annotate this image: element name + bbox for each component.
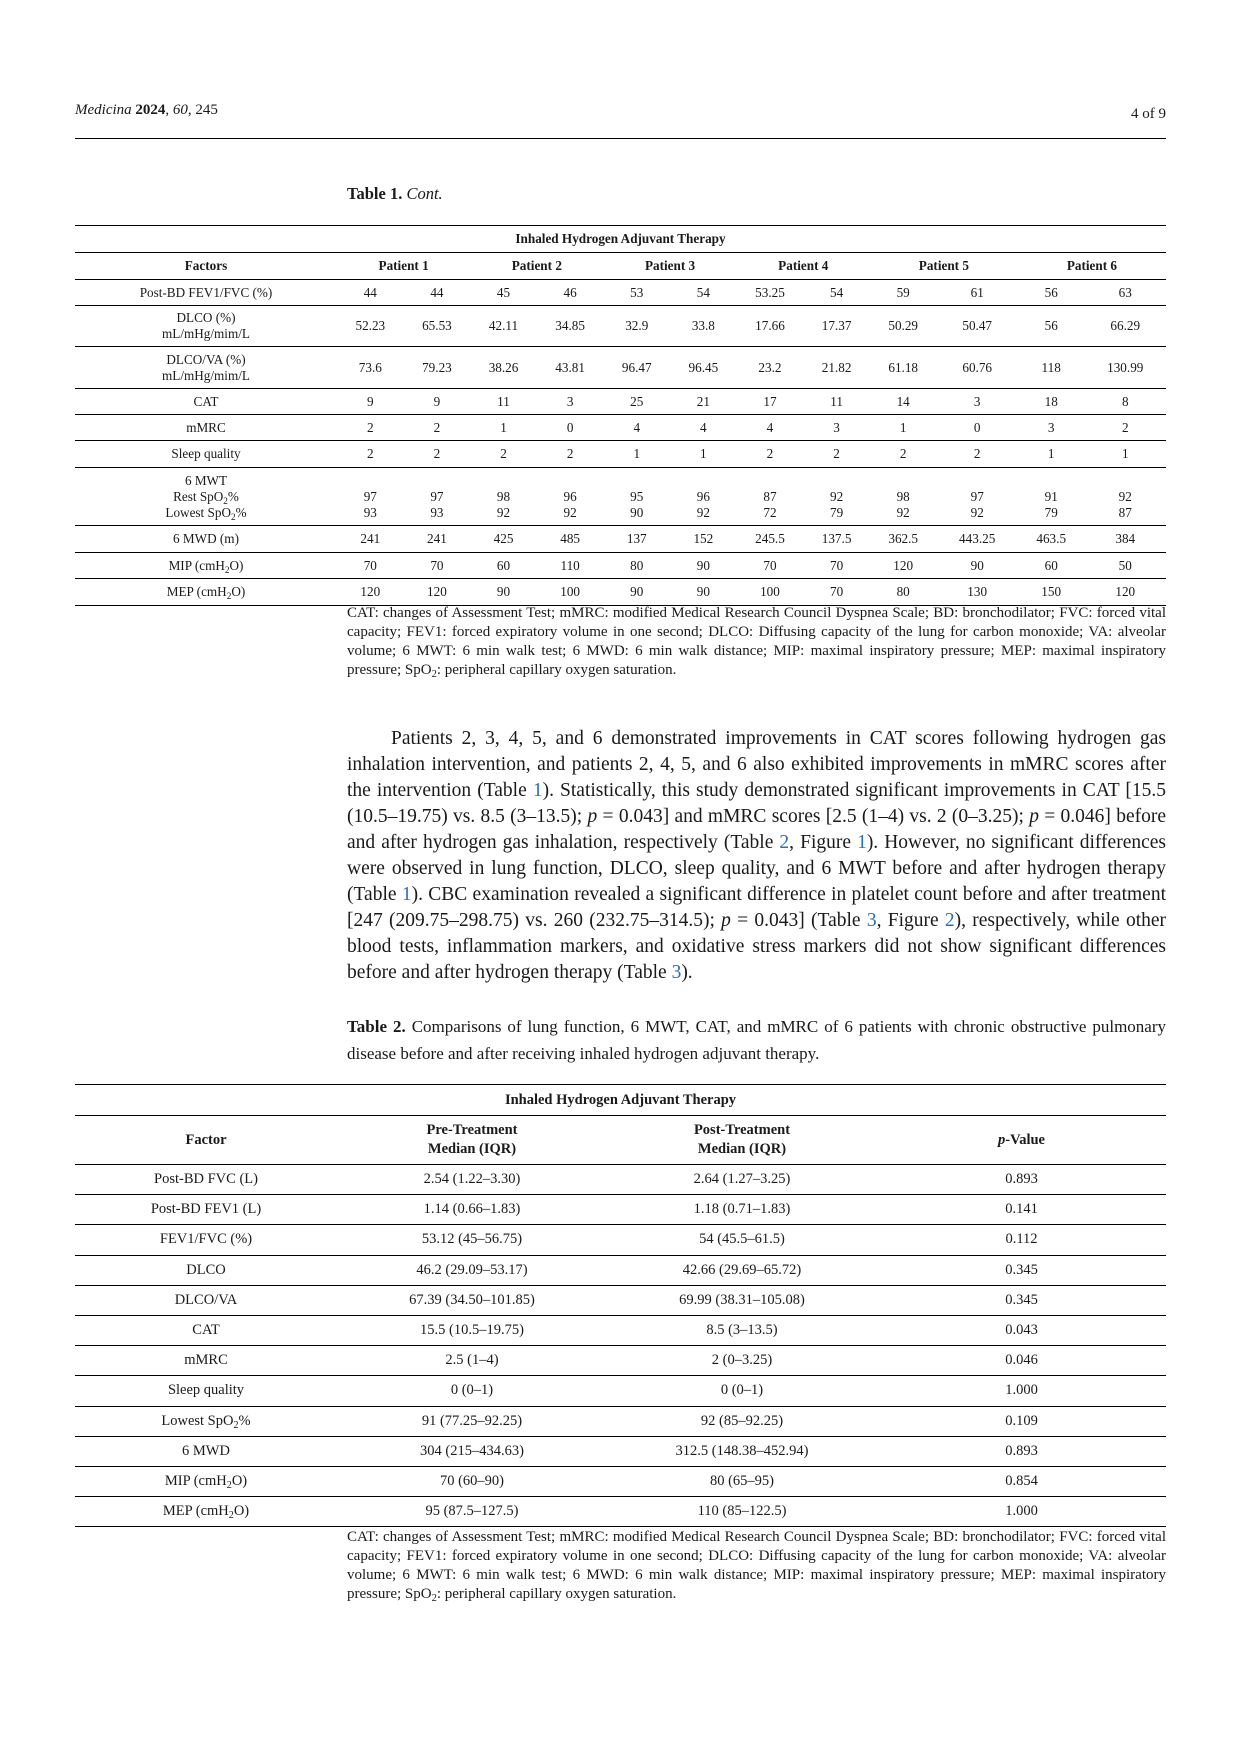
table1-cell: 46 <box>537 280 604 306</box>
table2-row <box>75 1376 1166 1406</box>
table1-cell: 150 <box>1018 579 1085 606</box>
table2-pvalue-header: p-Value <box>877 1116 1166 1165</box>
table1-cell: 17.66 <box>737 306 804 347</box>
table2-pre-cell: 46.2 (29.09–53.17) <box>337 1255 607 1285</box>
article-number: 245 <box>195 102 218 118</box>
table1-cell: 70 <box>737 553 804 579</box>
table1-cell: 53 <box>603 280 670 306</box>
table2-factor-cell: DLCO/VA <box>75 1285 337 1315</box>
table1-cell: 44 <box>337 280 404 306</box>
patient-1-header: Patient 1 <box>337 253 470 280</box>
table2-factor-cell: MIP (cmH$_2$O) <box>75 1466 337 1496</box>
table1-cell: 1 <box>1018 441 1085 468</box>
table2-pre-cell: 53.12 (45–56.75) <box>337 1225 607 1255</box>
journal-volume: 60 <box>172 102 188 118</box>
table1-cell: 1 <box>670 441 737 468</box>
row-label: Sleep quality <box>75 441 337 468</box>
table1-cell: 241 <box>337 526 404 553</box>
table-ref-link[interactable]: 3 <box>866 910 877 931</box>
table1-cell: 25 <box>603 389 670 415</box>
table1-cell: 61.18 <box>870 347 937 389</box>
table1-cell: 2 <box>870 441 937 468</box>
table2-caption-label: Table 2. <box>347 1017 406 1036</box>
table2-row <box>75 1406 1166 1436</box>
table1-cell: 2 <box>1085 415 1167 441</box>
table1-cell: 120 <box>870 553 937 579</box>
table1-cell: 2 <box>936 441 1017 468</box>
table2-post-cell: 54 (45.5–61.5) <box>607 1225 877 1255</box>
table1-factors-header: Factors <box>75 253 337 280</box>
row-label: DLCO (%) mL/mHg/mim/L <box>75 306 337 347</box>
table1-cell: 70 <box>404 553 471 579</box>
table2-row <box>75 1285 1166 1315</box>
table2-footnote: CAT: changes of Assessment Test; mMRC: modified Medical Research Council Dyspnea Scale; BD: bronchodilator; FVC: forced vital capacity; FEV1: forced expiratory volume in one second; DLCO: Diffusing capacity of the lung for carbon monoxide; VA: alveolar volume; 6 MWT: 6 min walk test; 6 MWD: 6 min walk distance; MIP: maximal inspiratory pressure; MEP: maximal inspiratory pressure; SpO$_2$: peripheral capillary oxygen saturation. <box>347 1529 1166 1604</box>
table2-post-header: Post-Treatment Median (IQR) <box>607 1116 877 1165</box>
table1-cell: 152 <box>670 526 737 553</box>
table2-pvalue-cell: 0.112 <box>877 1225 1166 1255</box>
table1-cell: 241 <box>404 526 471 553</box>
table1-cell: 90 <box>470 579 537 606</box>
table1-cell: 90 <box>936 553 1017 579</box>
row-label: MEP (cmH$_2$O) <box>75 579 337 606</box>
table2-pvalue-cell: 0.141 <box>877 1195 1166 1225</box>
table1-cell: 65.53 <box>404 306 471 347</box>
row-label: 6 MWT Rest SpO$_2$% Lowest SpO$_2$% <box>75 468 337 526</box>
table2-post-cell: 80 (65–95) <box>607 1466 877 1496</box>
table2-pvalue-cell: 1.000 <box>877 1497 1166 1527</box>
table2-pvalue-cell: 0.893 <box>877 1165 1166 1195</box>
journal-name: Medicina <box>75 102 132 118</box>
table1-cell: 70 <box>803 579 870 606</box>
table2-pre-header: Pre-Treatment Median (IQR) <box>337 1116 607 1165</box>
table1-cell: 42.11 <box>470 306 537 347</box>
table2-pre-cell: 67.39 (34.50–101.85) <box>337 1285 607 1315</box>
table1-cell: 3 <box>537 389 604 415</box>
table1-cell: 61 <box>936 280 1017 306</box>
table2-pvalue-cell: 0.345 <box>877 1285 1166 1315</box>
row-label: Post-BD FEV1/FVC (%) <box>75 280 337 306</box>
table1-cell: 2 <box>404 415 471 441</box>
row-label: DLCO/VA (%) mL/mHg/mim/L <box>75 347 337 389</box>
table2-row <box>75 1497 1166 1527</box>
table2-pvalue-cell: 1.000 <box>877 1376 1166 1406</box>
table2-factor-cell: DLCO <box>75 1255 337 1285</box>
header-rule <box>75 138 1166 139</box>
table2-pre-cell: 2.5 (1–4) <box>337 1346 607 1376</box>
table1-cell: 120 <box>337 579 404 606</box>
table1-cell: 1 <box>603 441 670 468</box>
page-number: 4 of 9 <box>1131 106 1166 122</box>
table2-caption: Table 2. Comparisons of lung function, 6 MWT, CAT, and mMRC of 6 patients with chronic obstructive pulmonary disease before and after receiving inhaled hydrogen adjuvant therapy. <box>347 1017 1166 1063</box>
table1-cell: 96.47 <box>603 347 670 389</box>
patient-4-header: Patient 4 <box>737 253 870 280</box>
table2-post-cell: 1.18 (0.71–1.83) <box>607 1195 877 1225</box>
table1-title: Inhaled Hydrogen Adjuvant Therapy <box>75 226 1166 253</box>
table1-cell: 33.8 <box>670 306 737 347</box>
journal-year: 2024 <box>135 102 166 118</box>
table1-cell: 96 92 <box>537 468 604 526</box>
table1-cell: 245.5 <box>737 526 804 553</box>
table1-cell: 21.82 <box>803 347 870 389</box>
table-ref-link[interactable]: 3 <box>671 962 682 983</box>
table1-cell: 2 <box>337 415 404 441</box>
table1-cell: 52.23 <box>337 306 404 347</box>
table1-cell: 54 <box>670 280 737 306</box>
table1-row-cat <box>75 389 1166 415</box>
table1-header-row <box>75 253 1166 280</box>
table1-cell: 70 <box>337 553 404 579</box>
table1-cell: 54 <box>803 280 870 306</box>
table1-cell: 2 <box>803 441 870 468</box>
running-header: Medicina 2024, 60, 245 <box>75 102 218 118</box>
table1-cell: 60 <box>1018 553 1085 579</box>
figure-ref-link[interactable]: 2 <box>944 910 955 931</box>
table1-cell: 90 <box>670 553 737 579</box>
table2-row <box>75 1436 1166 1466</box>
row-label: 6 MWD (m) <box>75 526 337 553</box>
table1-cell: 18 <box>1018 389 1085 415</box>
table1-cell: 38.26 <box>470 347 537 389</box>
table1-cell: 98 92 <box>470 468 537 526</box>
table1-cell: 91 79 <box>1018 468 1085 526</box>
table1-cell: 4 <box>670 415 737 441</box>
table1-cell: 73.6 <box>337 347 404 389</box>
table1-cell: 59 <box>870 280 937 306</box>
table2-post-cell: 0 (0–1) <box>607 1376 877 1406</box>
table1-cell: 1 <box>870 415 937 441</box>
patient-2-header: Patient 2 <box>470 253 603 280</box>
table2-pre-cell: 0 (0–1) <box>337 1376 607 1406</box>
table2-pre-cell: 15.5 (10.5–19.75) <box>337 1315 607 1345</box>
table2-pre-cell: 2.54 (1.22–3.30) <box>337 1165 607 1195</box>
table1-cell: 120 <box>404 579 471 606</box>
table1-row-6mwt <box>75 468 1166 526</box>
table2-pvalue-cell: 0.046 <box>877 1346 1166 1376</box>
table1-cell: 130.99 <box>1085 347 1167 389</box>
table1-cell: 3 <box>1018 415 1085 441</box>
table2-post-cell: 110 (85–122.5) <box>607 1497 877 1527</box>
table1-cell: 43.81 <box>537 347 604 389</box>
table2-pre-cell: 95 (87.5–127.5) <box>337 1497 607 1527</box>
table2-header-row <box>75 1116 1166 1165</box>
table1 <box>75 225 1166 606</box>
table2-pre-cell: 304 (215–434.63) <box>337 1436 607 1466</box>
table1-cell: 120 <box>1085 579 1167 606</box>
table1-cell: 118 <box>1018 347 1085 389</box>
table1-cell: 2 <box>537 441 604 468</box>
table1-caption-cont: Cont. <box>406 184 443 203</box>
table1-cell: 110 <box>537 553 604 579</box>
table1-cell: 50 <box>1085 553 1167 579</box>
table1-cell: 34.85 <box>537 306 604 347</box>
figure-ref-link[interactable]: 1 <box>857 832 867 853</box>
table1-cell: 11 <box>803 389 870 415</box>
table2-row <box>75 1315 1166 1345</box>
table1-cell: 2 <box>337 441 404 468</box>
row-label: CAT <box>75 389 337 415</box>
table1-cell: 63 <box>1085 280 1167 306</box>
table2-factor-cell: Lowest SpO$_2$% <box>75 1406 337 1436</box>
table-ref-link[interactable]: 1 <box>532 780 543 801</box>
table1-cell: 21 <box>670 389 737 415</box>
table1-cell: 96.45 <box>670 347 737 389</box>
table2-factor-cell: Post-BD FEV1 (L) <box>75 1195 337 1225</box>
table1-cell: 9 <box>337 389 404 415</box>
table1-cell: 44 <box>404 280 471 306</box>
table1-cell: 443.25 <box>936 526 1017 553</box>
table1-cell: 463.5 <box>1018 526 1085 553</box>
table2-post-cell: 2 (0–3.25) <box>607 1346 877 1376</box>
table2-post-cell: 92 (85–92.25) <box>607 1406 877 1436</box>
table1-cell: 56 <box>1018 306 1085 347</box>
table2-row <box>75 1225 1166 1255</box>
table1-cell: 100 <box>737 579 804 606</box>
table1-cell: 60 <box>470 553 537 579</box>
table1-cell: 90 <box>603 579 670 606</box>
table2-post-cell: 8.5 (3–13.5) <box>607 1315 877 1345</box>
table1-cell: 92 79 <box>803 468 870 526</box>
table1-row-sleep <box>75 441 1166 468</box>
table1-cell: 17.37 <box>803 306 870 347</box>
table2-pre-cell: 1.14 (0.66–1.83) <box>337 1195 607 1225</box>
table1-cell: 3 <box>803 415 870 441</box>
table2-factor-cell: Post-BD FVC (L) <box>75 1165 337 1195</box>
table1-cell: 17 <box>737 389 804 415</box>
table1-cell: 0 <box>936 415 1017 441</box>
table1-cell: 1 <box>470 415 537 441</box>
table2-pvalue-cell: 0.345 <box>877 1255 1166 1285</box>
table1-cell: 80 <box>870 579 937 606</box>
table1-cell: 50.47 <box>936 306 1017 347</box>
table1-row-fev1fvc <box>75 280 1166 306</box>
table2 <box>75 1084 1166 1527</box>
table1-cell: 98 92 <box>870 468 937 526</box>
table2-post-cell: 2.64 (1.27–3.25) <box>607 1165 877 1195</box>
table2-pvalue-cell: 0.109 <box>877 1406 1166 1436</box>
table1-cell: 11 <box>470 389 537 415</box>
table1-cell: 32.9 <box>603 306 670 347</box>
table2-post-cell: 312.5 (148.38–452.94) <box>607 1436 877 1466</box>
table1-cell: 97 93 <box>404 468 471 526</box>
table1-cell: 0 <box>537 415 604 441</box>
table-ref-link[interactable]: 1 <box>401 884 412 905</box>
table2-pre-cell: 91 (77.25–92.25) <box>337 1406 607 1436</box>
patient-5-header: Patient 5 <box>870 253 1018 280</box>
table1-caption-label: Table 1. <box>347 184 403 203</box>
table1-row-dlcova <box>75 347 1166 389</box>
table2-post-cell: 69.99 (38.31–105.08) <box>607 1285 877 1315</box>
table1-cell: 9 <box>404 389 471 415</box>
table2-row <box>75 1346 1166 1376</box>
table2-row <box>75 1195 1166 1225</box>
row-label: MIP (cmH$_2$O) <box>75 553 337 579</box>
table1-cell: 137 <box>603 526 670 553</box>
table1-row-dlco <box>75 306 1166 347</box>
table1-cell: 2 <box>737 441 804 468</box>
row-label: mMRC <box>75 415 337 441</box>
table1-cell: 79.23 <box>404 347 471 389</box>
table1-cell: 45 <box>470 280 537 306</box>
table1-cell: 70 <box>803 553 870 579</box>
table1-cell: 95 90 <box>603 468 670 526</box>
table2-row <box>75 1255 1166 1285</box>
table1-cell: 92 87 <box>1085 468 1167 526</box>
table2-pvalue-cell: 0.893 <box>877 1436 1166 1466</box>
table1-cell: 97 92 <box>936 468 1017 526</box>
table1-cell: 80 <box>603 553 670 579</box>
table1-cell: 4 <box>737 415 804 441</box>
table1-cell: 100 <box>537 579 604 606</box>
patient-3-header: Patient 3 <box>603 253 736 280</box>
table1-cell: 97 93 <box>337 468 404 526</box>
table1-cell: 66.29 <box>1085 306 1167 347</box>
table1-cell: 60.76 <box>936 347 1017 389</box>
table2-row <box>75 1466 1166 1496</box>
table1-cell: 137.5 <box>803 526 870 553</box>
table-ref-link[interactable]: 2 <box>779 832 790 853</box>
table1-footnote: CAT: changes of Assessment Test; mMRC: modified Medical Research Council Dyspnea Scale; BD: bronchodilator; FVC: forced vital capacity; FEV1: forced expiratory volume in one second; DLCO: Diffusing capacity of the lung for carbon monoxide; VA: alveolar volume; 6 MWT: 6 min walk test; 6 MWD: 6 min walk distance; MIP: maximal inspiratory pressure; MEP: maximal inspiratory pressure; SpO$_2$: peripheral capillary oxygen saturation. <box>347 605 1166 680</box>
table1-cell: 53.25 <box>737 280 804 306</box>
results-paragraph: Patients 2, 3, 4, 5, and 6 demonstrated improvements in CAT scores following hydrogen gas inhalation intervention, and patients 2, 4, 5, and 6 also exhibited improvements in mMRC scores after the intervention (Table 1). Statistically, this study demonstrated significant improvements in CAT [15.5 (10.5–19.75) vs. 8.5 (3–13.5); p = 0.043] and mMRC scores [2.5 (1–4) vs. 2 (0–3.25); p = 0.046] before and after hydrogen gas inhalation, respectively (Table 2, Figure 1). However, no significant differences were observed in lung function, DLCO, sleep quality, and 6 MWT before and after hydrogen therapy (Table 1). CBC examination revealed a significant difference in platelet count before and after treatment [247 (209.75–298.75) vs. 260 (232.75–314.5); p = 0.043] (Table 3, Figure 2), respectively, while other blood tests, inflammation markers, and oxidative stress markers did not show significant differences before and after hydrogen therapy (Table 3). <box>347 728 1167 983</box>
table1-cell: 56 <box>1018 280 1085 306</box>
table1-row-mip <box>75 553 1166 579</box>
table1-cell: 425 <box>470 526 537 553</box>
table2-pre-cell: 70 (60–90) <box>337 1466 607 1496</box>
table1-cell: 362.5 <box>870 526 937 553</box>
table2-body <box>75 1165 1166 1527</box>
table2-factor-header: Factor <box>75 1116 337 1165</box>
table2-post-cell: 42.66 (29.69–65.72) <box>607 1255 877 1285</box>
patient-6-header: Patient 6 <box>1018 253 1166 280</box>
table1-row-mep <box>75 579 1166 606</box>
table2-pvalue-cell: 0.854 <box>877 1466 1166 1496</box>
table1-cell: 4 <box>603 415 670 441</box>
table2-title: Inhaled Hydrogen Adjuvant Therapy <box>75 1085 1166 1116</box>
table1-cell: 2 <box>470 441 537 468</box>
table1-cell: 87 72 <box>737 468 804 526</box>
table1-cell: 1 <box>1085 441 1167 468</box>
table2-factor-cell: FEV1/FVC (%) <box>75 1225 337 1255</box>
table1-cell: 384 <box>1085 526 1167 553</box>
table1-row-6mwd <box>75 526 1166 553</box>
table1-row-mmrc <box>75 415 1166 441</box>
table2-row <box>75 1165 1166 1195</box>
table1-cell: 2 <box>404 441 471 468</box>
table2-pvalue-cell: 0.043 <box>877 1315 1166 1345</box>
table1-cell: 96 92 <box>670 468 737 526</box>
table1-cell: 14 <box>870 389 937 415</box>
table1-cell: 3 <box>936 389 1017 415</box>
table1-caption <box>347 184 443 204</box>
table2-factor-cell: mMRC <box>75 1346 337 1376</box>
table1-cell: 90 <box>670 579 737 606</box>
table1-cell: 23.2 <box>737 347 804 389</box>
table1-cell: 50.29 <box>870 306 937 347</box>
table1-cell: 8 <box>1085 389 1167 415</box>
table1-cell: 485 <box>537 526 604 553</box>
table1-cell: 130 <box>936 579 1017 606</box>
table2-factor-cell: 6 MWD <box>75 1436 337 1466</box>
table2-factor-cell: MEP (cmH$_2$O) <box>75 1497 337 1527</box>
table2-factor-cell: Sleep quality <box>75 1376 337 1406</box>
table2-factor-cell: CAT <box>75 1315 337 1345</box>
